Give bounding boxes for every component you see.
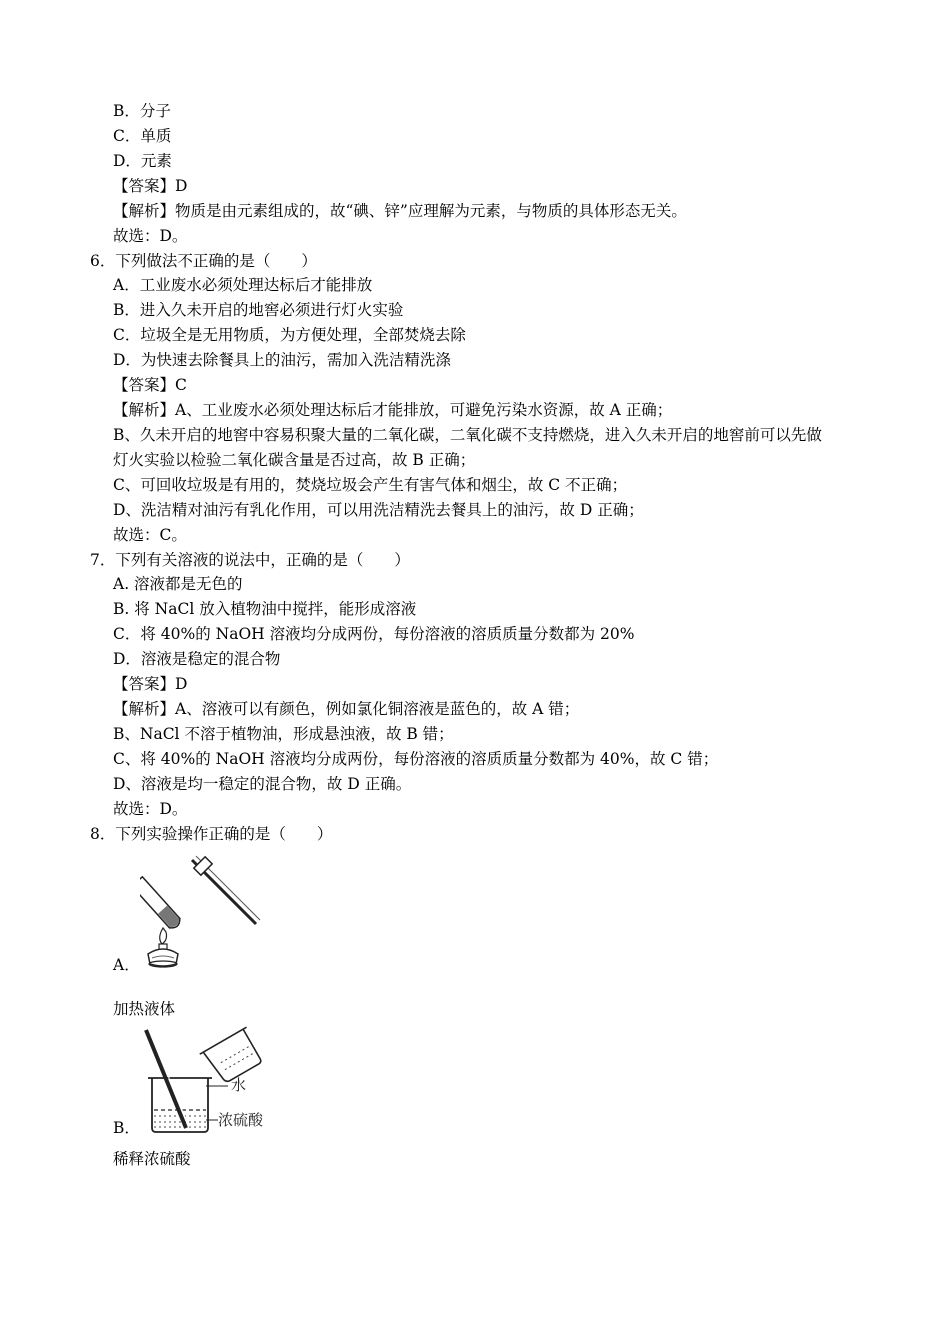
label-concentrated-sulfuric-acid: 浓硫酸	[218, 1111, 264, 1129]
q7-option-b: B. 将 NaCl 放入植物油中搅拌，能形成溶液	[113, 600, 417, 618]
q6-conclusion: 故选：C。	[113, 526, 187, 544]
q7-analysis-a: 【解析】A、溶液可以有颜色，例如氯化铜溶液是蓝色的，故 A 错；	[113, 700, 580, 718]
q7-conclusion: 故选：D。	[113, 800, 188, 818]
q8-option-b-letter: B．	[113, 1119, 140, 1137]
dilute-sulfuric-acid-figure	[140, 1026, 275, 1136]
q8-option-a-letter: A．	[113, 956, 140, 974]
q6-option-c: C．垃圾全是无用物质，为方便处理，全部焚烧去除	[113, 326, 466, 344]
q8-stem: 8．下列实验操作正确的是（ ）	[90, 825, 333, 843]
q8-option-b-caption: 稀释浓硫酸	[113, 1150, 191, 1168]
q5-answer: 【答案】D	[113, 177, 188, 195]
q5-option-c: C．单质	[113, 127, 172, 145]
q7-option-a: A. 溶液都是无色的	[113, 575, 243, 593]
q6-analysis-c: C、可回收垃圾是有用的，焚烧垃圾会产生有害气体和烟尘，故 C 不正确；	[113, 476, 628, 494]
q6-analysis-d: D、洗洁精对油污有乳化作用，可以用洗洁精洗去餐具上的油污，故 D 正确；	[113, 501, 644, 519]
q5-option-b: B．分子	[113, 102, 171, 120]
heating-liquid-figure	[140, 850, 265, 972]
q6-option-b: B．进入久未开启的地窖必须进行灯火实验	[113, 301, 404, 319]
q6-stem: 6．下列做法不正确的是（ ）	[90, 252, 317, 270]
q6-option-d: D．为快速去除餐具上的油污，需加入洗洁精洗涤	[113, 351, 451, 369]
q5-option-d: D．元素	[113, 152, 172, 170]
q7-analysis-b: B、NaCl 不溶于植物油，形成悬浊液，故 B 错；	[113, 725, 454, 743]
q7-analysis-d: D、溶液是均一稳定的混合物，故 D 正确。	[113, 775, 412, 793]
q8-option-a-caption: 加热液体	[113, 1000, 176, 1018]
label-water: 水	[231, 1076, 247, 1094]
q7-option-c: C．将 40%的 NaOH 溶液均分成两份，每份溶液的溶质质量分数都为 20%	[113, 625, 635, 643]
q5-conclusion: 故选：D。	[113, 227, 188, 245]
q6-analysis-b-2: 灯火实验以检验二氧化碳含量是否过高，故 B 正确；	[113, 451, 476, 469]
q5-analysis: 【解析】物质是由元素组成的，故“碘、锌”应理解为元素，与物质的具体形态无关。	[113, 202, 687, 220]
q6-analysis-a: 【解析】A、工业废水必须处理达标后才能排放，可避免污染水资源，故 A 正确；	[113, 401, 673, 419]
q7-stem: 7．下列有关溶液的说法中，正确的是（ ）	[90, 551, 410, 569]
q6-analysis-b-1: B、久未开启的地窖中容易积聚大量的二氧化碳，二氧化碳不支持燃烧，进入久未开启的地窖前可以先做	[113, 426, 822, 444]
q6-answer: 【答案】C	[113, 376, 187, 394]
q7-answer: 【答案】D	[113, 675, 188, 693]
q7-analysis-c: C、将 40%的 NaOH 溶液均分成两份，每份溶液的溶质质量分数都为 40%，故 C 错；	[113, 750, 719, 768]
q6-option-a: A．工业废水必须处理达标后才能排放	[113, 276, 373, 294]
q7-option-d: D．溶液是稳定的混合物	[113, 650, 281, 668]
